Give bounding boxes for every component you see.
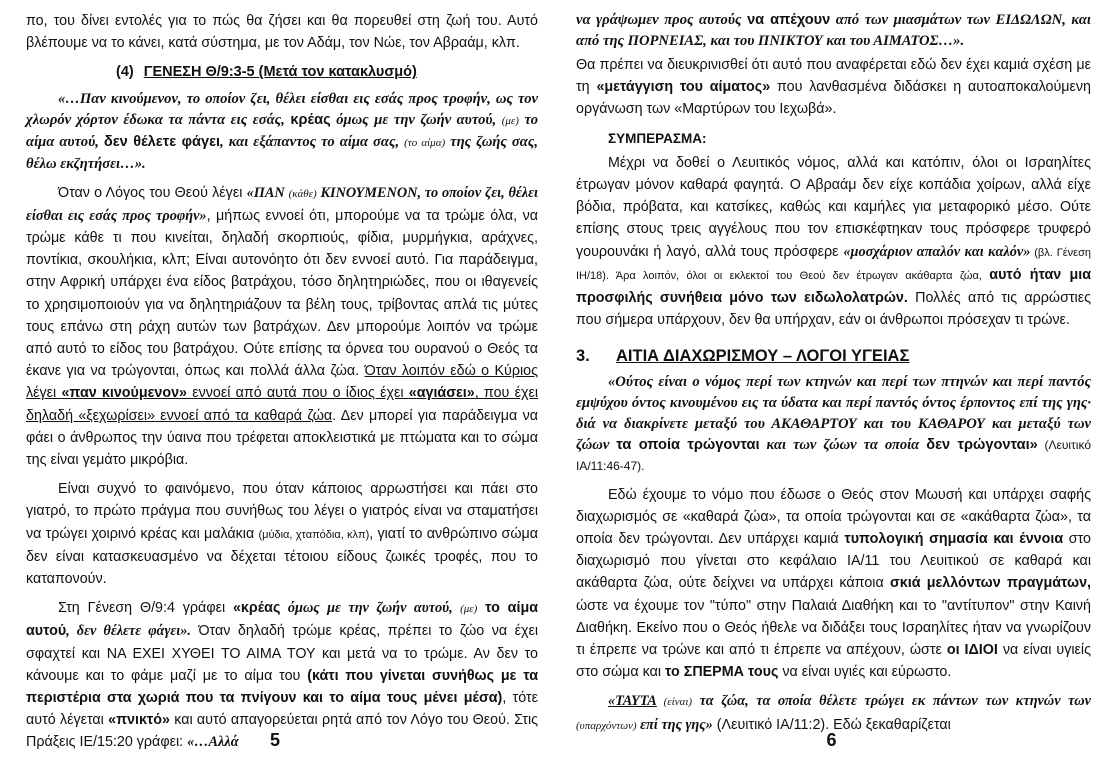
paragraph: Μέχρι να δοθεί ο Λευιτικός νόμος, αλλά και κατόπιν, όλοι οι Ισραηλίτες έτρωγαν μόνον καθαρά φαγητά. Ο Αβραάμ δεν είχε κοπάδια χοίρων, αλλά είχε βόδια, πρόβατα, και κατσίκες, καθώς και καμήλες για μεταφορικό μέσο. Ούτε επίσης στους τρεις αγγέλους που τον επισκέφτηκαν τους πρόσφερε τρυφερό γουρουνάκι ή λαγό, αλλά τους πρόσφερε «μοσχάριον απαλόν και καλόν» (βλ. Γένεση ΙΗ/18). Άρα λοιπόν, όλοι οι εκλεκτοί του Θεού δεν έτρωγαν ακάθαρτα ζώα, αυτό ήταν μια προσφιλής συνήθεια μόνο των ειδωλολατρών. Πολλές από τις αρρώστιες που σήμερα υπάρχουν, δεν θα υπήρχαν, εάν οι άνθρωποι πρόσεχαν τι τρώνε.	[576, 154, 1091, 329]
paragraph: Είναι συχνό το φαινόμενο, που όταν κάποιος αρρωστήσει και πάει στο γιατρό, το πρώτο πράγμα που συνήθως του λέγει ο γιατρός είναι να σταματήσει να τρώγει χοιρινό κρέας και μαλάκια (μύδια, χταπόδια, κλπ), γιατί το ανθρώπινο σώμα δεν είναι κατασκευασμένο να δέχεται τέτοιου είδους ζωικές τροφές, που το καταπονούν.	[26, 481, 538, 588]
paragraph: Όταν ο Λόγος του Θεού λέγει «ΠΑΝ (κάθε) ΚΙΝΟΥΜΕΝΟΝ, το οποίον ζει, θέλει είσθαι εις εσάς προς τροφήν», μήπως εννοεί ότι, μπορούμε να τα τρώμε όλα, να τρώμε κάθε τι που κινείται, δηλαδή σκορπιούς, φίδια, μυρμήγκια, αράχνες, ποντίκια, σκουλήκια, κλπ; Είναι αυτονόητο ότι δεν εννοεί αυτό. Για παράδειγμα, στην Αφρική υπάρχει ένα είδος βατράχου, τόσο δηλητηριώδες, που οι ιθαγενείς το χρησιμοποιούν για να δηλητηριάζουν τα βέλη τους, τρίβοντας απλά τις μύτες τους επάνω στη ράχη αυτών των βατράχων. Δεν μπορούμε λοιπόν να τρώμε από αυτό το είδος του βατράχου. Ούτε επίσης τα όρνεα του ουρανού ο Θεός τα έκανε για να τρώγονται, όπως και πολλά άλλα ζώα. Όταν λοιπόν εδώ ο Κύριος λέγει «παν κινούμενον» εννοεί από αυτά που ο ίδιος έχει «αγιάσει», που έχει δηλαδή «ξεχωρίσει» εννοεί από τα καθαρά ζώα. Δεν μπορεί για παράδειγμα να φάει ο άνθρωπος την ύαινα που τρέφεται αποκλειστικά με πτώματα και το σώμα της είναι γεμάτο μικρόβια.	[26, 184, 538, 469]
section-heading	[576, 345, 1091, 367]
paragraph: Εδώ έχουμε το νόμο που έδωσε ο Θεός στον Μωυσή και υπάρχει σαφής διαχωρισμός σε «καθαρά ζώα», τα οποία τρώγονται και σε «ακάθαρτα ζώα», τα οποία δεν τρώγονται. Δεν υπάρχει καμιά τυπολογική σημασία και έννοια στο διαχωρισμό που γίνεται στο κεφάλαιο ΙΑ/11 του Λευιτικού σε καθαρά και ακάθαρτα ζώα, ούτε δείχνει να υπάρχει κάποια σκιά μελλόντων πραγμάτων, ώστε να έχουμε τον "τύπο" στην Παλαιά Διαθήκη και το "αντίτυπον" στην Καινή Διαθήκη. Εκείνο που ο Θεός ήθελε να διδάξει τους Ισραηλίτες ήταν να γνωρίζουν τι έπρεπε να τρώνε και από τι έπρεπε να απέχουν, ώστε οι ΙΔΙΟΙ να είναι υγιείς στο σώμα και το ΣΠΕΡΜΑ τους να είναι υγιές και εύρωστο.	[576, 486, 1091, 681]
conclusion-heading: ΣΥΜΠΕΡΑΣΜΑ:	[608, 130, 707, 146]
paragraph: Θα πρέπει να διευκρινισθεί ότι αυτό που αναφέρεται εδώ δεν έχει καμιά σχέση με τη «μετάγγιση του αίματος» που λανθασμένα διδάσκει η αυτοαποκαλούμενη οργάνωση των «Μαρτύρων του Ιεχωβά».	[576, 57, 1091, 118]
section-heading	[26, 61, 538, 83]
page-number: 5	[269, 729, 280, 750]
page-right	[558, 0, 1105, 765]
gutter	[551, 0, 557, 765]
scripture-quote: να γράψωμεν προς αυτούς να απέχουν από των μιασμάτων των ΕΙΔΩΛΩΝ, και από της ΠΟΡΝΕΙΑΣ, και του ΠΝΙΚΤΟΥ και του ΑΙΜΑΤΟΣ…».	[576, 12, 1091, 49]
section-number: 3.	[576, 347, 590, 366]
paragraph: «ΤΑΥΤΑ (είναι) τα ζώα, τα οποία θέλετε τρώγει εκ πάντων των κτηνών των (υπαρχόντων) επί της γης» (Λευιτικό ΙΑ/11:2). Εδώ ξεκαθαρίζεται	[576, 693, 1091, 733]
paragraph: Στη Γένεση Θ/9:4 γράφει «κρέας όμως με την ζωήν αυτού, (με) το αίμα αυτού, δεν θέλετε φάγει». Όταν δηλαδή τρώμε κρέας, πρέπει το ζώο να έχει σφαχτεί και ΝΑ ΕΧΕΙ ΧΥΘΕΙ ΤΟ ΑΙΜΑ ΤΟΥ και μετά να το τρώμε. Αν δεν το κάνουμε και το φάμε μαζί με το αίμα του (κάτι που γίνεται συνήθως με τα περιστέρια στα χωριά που τα πνίγουν και το αίμα τους μένει μέσα), τότε αυτό λέγεται «πνικτό» και αυτό απαγορεύεται ρητά από τον Λόγο του Θεού. Στις Πράξεις ΙΕ/15:20 γράφει: «…Αλλά	[26, 600, 539, 751]
paragraph: πο, του δίνει εντολές για το πώς θα ζήσει και θα πορευθεί στη ζωή του. Αυτό βλέπουμε να το κάνει, κατά σύστημα, με τον Αδάμ, τον Νώε, τον Αβραάμ, κλπ.	[26, 13, 538, 52]
section-title: ΓΕΝΕΣΗ Θ/9:3-5 (Μετά τον κατακλυσμό)	[143, 64, 417, 81]
section-title: ΑΙΤΙΑ ΔΙΑΧΩΡΙΣΜΟΥ – ΛΟΓΟΙ ΥΓΕΙΑΣ	[616, 347, 910, 366]
page-number: 6	[826, 729, 837, 750]
scripture-quote: «Ούτος είναι ο νόμος περί των κτηνών και περί των πτηνών και περί παντός εμψύχου όντος κινουμένου εις τα ύδατα και περί παντός όντος έρποντος επί της γης· διά να διακρίνετε μεταξύ του ΑΚΑΘΑΡΤΟΥ και του ΚΑΘΑΡΟΥ και μεταξύ των ζώων τα οποία τρώγονται και των ζώων τα οποία δεν τρώγονται» (Λευιτικό ΙΑ/11:46-47).	[576, 373, 1091, 473]
page-left	[0, 0, 550, 765]
section-number: (4)	[116, 64, 134, 81]
scripture-quote: «…Παν κινούμενον, το οποίον ζει, θέλει είσθαι εις εσάς προς τροφήν, ως τον χλωρόν χόρτον έδωκα τα πάντα εις εσάς, κρέας όμως με την ζωήν αυτού, (με) το αίμα αυτού, δεν θέλετε φάγει, και εξάπαντος το αίμα σας, (το αίμα) της ζωής σας, θέλω εκζητήσει…».	[26, 90, 539, 172]
